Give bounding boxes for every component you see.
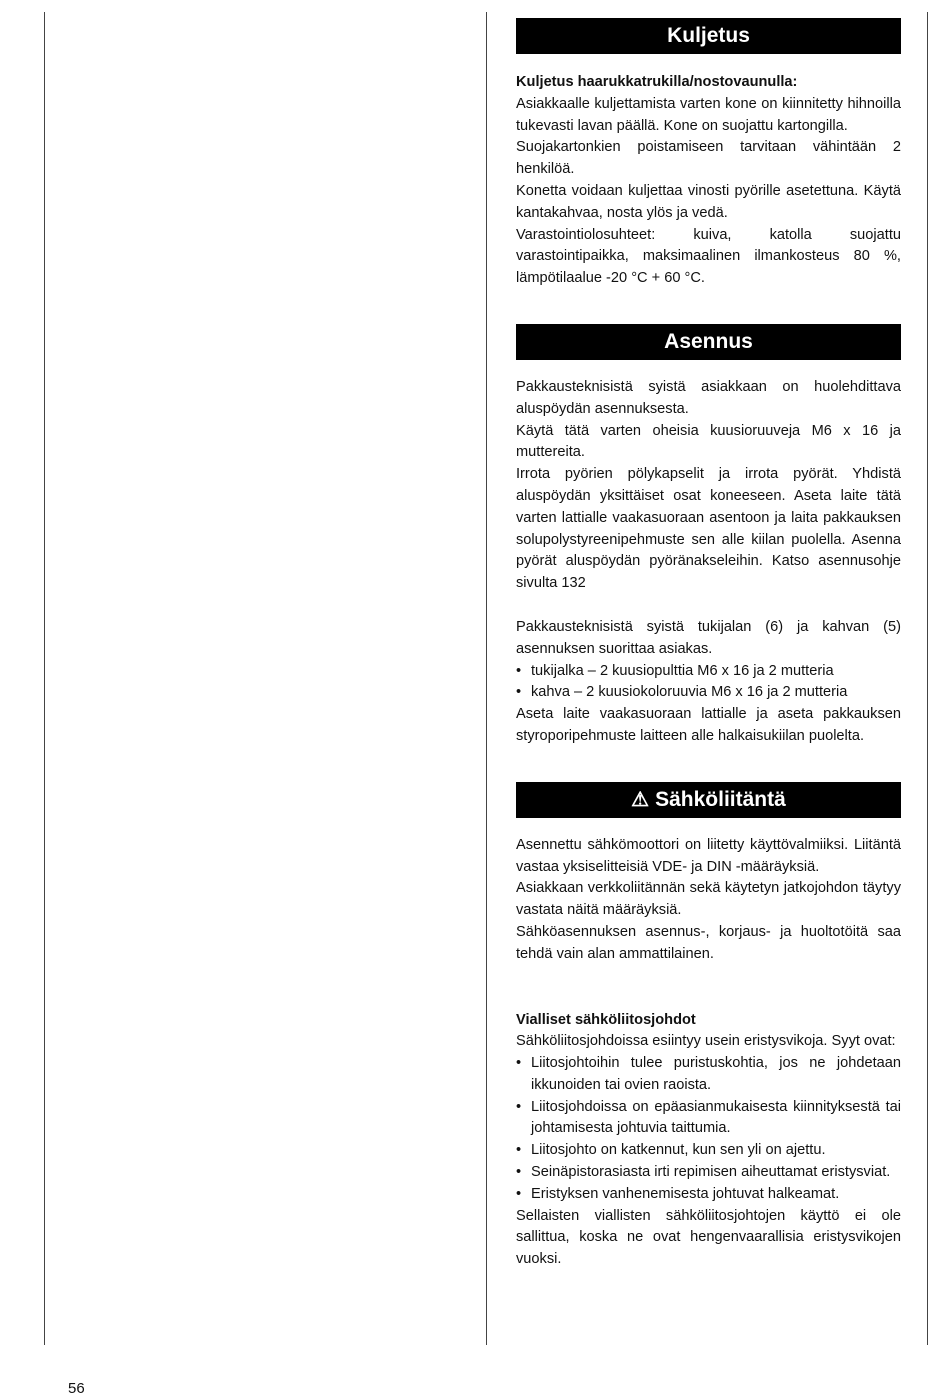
list-item: • kahva – 2 kuusiokoloruuvia M6 x 16 ja 2 mutteria [516,682,901,704]
sahkoliitanta-paragraph: Asiakkaan verkkoliitännän sekä käytetyn jatkojohdon täytyy vastata näitä määräyksiä. [516,880,901,919]
section-kuljetus [516,18,901,290]
kuljetus-subheading: Kuljetus haarukkatrukilla/nostovaunulla: [516,74,798,90]
warning-icon: ⚠ [631,788,650,811]
asennus-bullet-list [516,661,901,705]
center-column-rule [486,12,487,1345]
section-asennus [516,324,901,748]
section-sahkoliitanta [516,782,901,966]
vialliset-intro: Sähköliitosjohdoissa esiintyy usein eristysvikoja. Syyt ovat: [516,1033,896,1050]
asennus-paragraph: Pakkausteknisistä syistä asiakkaan on huolehdittava aluspöydän asennuksesta. [516,378,901,417]
asennus-heading: Asennus [516,324,901,360]
section-vialliset [516,1010,901,1272]
right-column [516,18,901,1271]
kuljetus-paragraph: Konetta voidaan kuljettaa vinosti pyörille asetettuna. Käytä kantakahvaa, nosta ylös ja vedä. [516,182,901,221]
sahkoliitanta-heading [516,782,901,818]
list-item: • Seinäpistorasiasta irti repimisen aiheuttamat eristysviat. [516,1162,901,1184]
vialliset-subheading: Vialliset sähköliitosjohdot [516,1011,696,1028]
kuljetus-heading: Kuljetus [516,18,901,54]
asennus-paragraph: Irrota pyörien pölykapselit ja irrota pyörät. Yhdistä aluspöydän yksittäiset osat koneeseen. Aseta laite tätä varten lattialle vaakasuoraan asentoon ja laita pakkauksen solupolystyreenipehmuste sen alle kiilan puolella. Asenna pyörät aluspöydän pyöränakseleihin. Katso asennusohje sivulta 132 [516,466,901,592]
asennus-paragraph: Pakkausteknisistä syistä tukijalan (6) ja kahvan (5) asennuksen suorittaa asiakas. [516,618,901,657]
list-item: • Liitosjohdoissa on epäasianmukaisesta kiinnityksestä tai johtamisesta johtuvia taittumia. [516,1097,901,1141]
left-column-rule [44,12,45,1345]
sahkoliitanta-title: Sähköliitäntä [655,787,786,811]
sahkoliitanta-paragraph: Sähköasennuksen asennus-, korjaus- ja huoltotöitä saa tehdä vain alan ammattilainen. [516,923,901,962]
right-column-rule [927,12,928,1345]
list-item: • tukijalka – 2 kuusiopulttia M6 x 16 ja 2 mutteria [516,661,901,683]
list-item: • Eristyksen vanhenemisesta johtuvat halkeamat. [516,1184,901,1206]
vialliset-bullet-list [516,1053,901,1206]
list-item: • Liitosjohtoihin tulee puristuskohtia, jos ne johdetaan ikkunoiden tai ovien raoista. [516,1053,901,1097]
vialliset-closing: Sellaisten viallisten sähköliitosjohtojen käyttö ei ole sallittua, koska ne ovat hengenvaarallisia eristysvikojen vuoksi. [516,1207,901,1268]
sahkoliitanta-paragraph: Asennettu sähkömoottori on liitetty käyttövalmiiksi. Liitäntä vastaa yksiselitteisiä VDE- ja DIN -määräyksiä. [516,836,901,875]
kuljetus-paragraph: Varastointiolosuhteet: kuiva, katolla suojattu varastointipaikka, maksimaalinen ilmankosteus 80 %, lämpötilaalue -20 °C + 60 °C. [516,226,901,287]
asennus-closing: Aseta laite vaakasuoraan lattialle ja aseta pakkauksen styroporipehmuste laitteen alle halkaisukiilan puolelta. [516,706,901,744]
kuljetus-paragraph: Suojakartonkien poistamiseen tarvitaan vähintään 2 henkilöä. [516,139,901,178]
asennus-paragraph: Käytä tätä varten oheisia kuusioruuveja M6 x 16 ja muttereita. [516,422,901,461]
list-item: • Liitosjohto on katkennut, kun sen yli on ajettu. [516,1140,901,1162]
kuljetus-paragraph: Asiakkaalle kuljettamista varten kone on kiinnitetty hihnoilla tukevasti lavan päällä. Kone on suojattu kartongilla. [516,95,901,134]
page-number: 56 [68,1380,85,1397]
